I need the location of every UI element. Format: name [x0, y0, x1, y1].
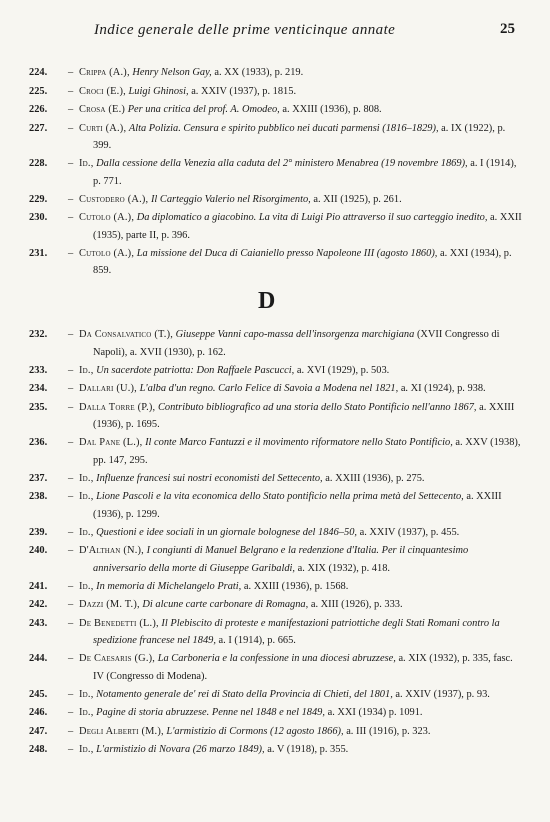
entry-text: [79, 191, 523, 209]
entry-author: Dalla Torre (P.),: [79, 401, 156, 413]
entry-text: [79, 434, 523, 469]
entry-dash: –: [68, 491, 74, 502]
entry-number: 224.: [29, 67, 48, 78]
entry-citation: a. IX (1922), p. 399.: [93, 122, 506, 152]
entry-number: 226.: [29, 104, 48, 115]
entry-title: Luigi Ghinosi,: [128, 85, 189, 97]
index-entry: [29, 191, 523, 209]
entry-number: 245.: [29, 688, 48, 700]
entry-title: Un sacerdote patriotta: Don Raffaele Pascucci,: [96, 364, 295, 376]
entry-number: 225.: [29, 85, 48, 97]
index-entry: [29, 470, 523, 488]
entry-author: Id.,: [79, 526, 94, 538]
entry-title: Pagine di storia abruzzese. Penne nel 1848 e nel 1849,: [96, 707, 325, 718]
entry-title: I congiunti di Manuel Belgrano e la redenzione d'Italia. Per il cinquantesimo anniversario della morte di Giuseppe Garibaldi,: [93, 545, 469, 574]
index-entry: [29, 155, 523, 190]
entry-title: Alta Polizia. Censura e spirito pubblico nei ducati parmensi (1816–1829),: [128, 122, 439, 134]
entry-title: Influenze francesi sui nostri economisti del Settecento,: [96, 472, 323, 484]
entry-citation: a. XII (1925), p. 261.: [313, 193, 402, 205]
entry-number: 236.: [29, 437, 48, 448]
entry-number: 243.: [29, 617, 48, 629]
index-entry: [29, 542, 523, 577]
entry-title: Questioni e idee sociali in un giornale bolognese del 1846–50,: [96, 526, 358, 538]
entry-dash: –: [68, 364, 74, 376]
entry-number: 239.: [29, 526, 48, 538]
entry-dash: –: [68, 193, 74, 205]
entry-dash: –: [68, 437, 74, 448]
entry-dash: –: [68, 104, 74, 115]
entry-number: 228.: [29, 158, 48, 169]
entry-author: Custodero (A.),: [79, 193, 149, 205]
entry-title: La Carboneria e la confessione in una diocesi abruzzese,: [157, 653, 396, 664]
entry-dash: –: [68, 688, 74, 700]
index-entry: [29, 399, 523, 434]
entry-number: 246.: [29, 707, 48, 718]
entry-text: [79, 723, 523, 741]
entry-text: [79, 596, 523, 614]
entry-author: Croci (E.),: [79, 85, 126, 97]
entry-dash: –: [68, 85, 74, 97]
entry-dash: –: [68, 545, 74, 556]
entry-text: [79, 209, 523, 244]
entry-number: 232.: [29, 329, 48, 340]
entry-citation: a. XXIII (1936), p. 1695.: [93, 401, 515, 431]
entry-number: 235.: [29, 401, 48, 413]
entry-text: [79, 101, 523, 119]
entry-author: Id.,: [79, 158, 94, 169]
entry-author: Dallari (U.),: [79, 383, 137, 394]
entry-dash: –: [68, 247, 74, 259]
entry-citation: a. XXII (1935), parte II, p. 396.: [93, 212, 522, 241]
entry-author: Degli Alberti (M.),: [79, 725, 164, 737]
index-entry: [29, 64, 523, 82]
entry-author: Da Consalvatico (T.),: [79, 329, 174, 340]
entry-citation: a. XXIII (1936), p. 275.: [325, 472, 425, 484]
index-entry: [29, 704, 523, 722]
entry-text: [79, 704, 523, 722]
entry-title: La missione del Duca di Caianiello presso Napoleone III (agosto 1860),: [136, 247, 438, 259]
entry-number: 247.: [29, 725, 48, 737]
entry-citation: a. XXIV (1937), p. 1815.: [191, 85, 297, 97]
entry-dash: –: [68, 212, 74, 223]
entry-dash: –: [68, 383, 74, 394]
entry-text: [79, 542, 523, 577]
section-letter: D: [258, 288, 276, 314]
page-number: 25: [500, 21, 515, 37]
entry-author: Id.,: [79, 491, 94, 502]
entry-title: Il Carteggio Valerio nel Risorgimento,: [150, 193, 311, 205]
entry-citation: a. XXIV (1937), p. 455.: [359, 526, 460, 538]
entry-number: 231.: [29, 247, 48, 259]
entry-title: Henry Nelson Gay,: [132, 67, 212, 78]
entry-citation: a. XXIII (1936), p. 1299.: [93, 491, 502, 520]
index-entry: [29, 83, 523, 101]
entry-citation: a. XIX (1932), p. 335, fasc. IV (Congresso di Modena).: [93, 653, 513, 682]
entry-author: Cutolo (A.),: [79, 247, 135, 259]
entry-dash: –: [68, 707, 74, 718]
entry-citation: a. XXI (1934), p. 859.: [93, 247, 512, 277]
index-entry: [29, 245, 523, 280]
entry-dash: –: [68, 472, 74, 484]
entry-author: Id.,: [79, 364, 94, 376]
index-entry: [29, 723, 523, 741]
entry-text: [79, 399, 523, 434]
entry-number: 229.: [29, 193, 48, 205]
entry-author: Id.,: [79, 472, 94, 484]
entry-text: [79, 488, 523, 523]
entry-title: In memoria di Michelangelo Prati,: [96, 580, 242, 592]
entry-text: [79, 120, 523, 155]
entry-number: 238.: [29, 491, 48, 502]
entry-author: Dazzi (M. T.),: [79, 599, 140, 610]
index-entry: [29, 362, 523, 380]
entry-dash: –: [68, 401, 74, 413]
entry-number: 237.: [29, 472, 48, 484]
entry-title: Dalla cessione della Venezia alla caduta del 2° ministero Menabrea (19 novembre 1869),: [96, 158, 468, 169]
entry-title: L'armistizio di Novara (26 marzo 1849),: [96, 744, 265, 755]
entry-citation: a. I (1914), p. 665.: [218, 635, 296, 647]
entry-citation: a. XX (1933), p. 219.: [214, 67, 304, 78]
entry-title: Giuseppe Vanni capo-massa dell'insorgenza marchigiana: [175, 329, 415, 340]
entry-author: Crosa (E.): [79, 104, 126, 115]
entry-citation: a. XXIII (1936), p. 808.: [282, 104, 382, 115]
entry-number: 242.: [29, 599, 48, 610]
entry-dash: –: [68, 580, 74, 592]
entry-text: [79, 64, 523, 82]
entry-dash: –: [68, 158, 74, 169]
page-header: [30, 22, 520, 42]
entry-dash: –: [68, 526, 74, 538]
entry-title: L'armistizio di Cormons (12 agosto 1866),: [166, 725, 344, 737]
entry-title: Di alcune carte carbonare di Romagna,: [142, 599, 309, 610]
entry-citation: a. XIX (1932), p. 418.: [297, 562, 390, 574]
index-entry: [29, 488, 523, 523]
entry-citation: a. XIII (1926), p. 333.: [310, 599, 403, 610]
entry-dash: –: [68, 122, 74, 134]
entry-author: Id.,: [79, 580, 94, 592]
index-entry: [29, 741, 523, 759]
entry-author: Cutolo (A.),: [79, 212, 135, 223]
entry-author: Id.,: [79, 707, 94, 718]
entry-citation: a. V (1918), p. 355.: [267, 744, 349, 755]
entry-author: Dal Pane (L.),: [79, 437, 143, 448]
index-entry: [29, 209, 523, 244]
entry-citation: a. XI (1924), p. 938.: [400, 383, 486, 394]
entry-author: D'Althan (N.),: [79, 545, 144, 556]
entry-title: Contributo bibliografico ad una storia dello Stato Pontificio nell'anno 1867,: [157, 401, 477, 413]
running-title: Indice generale delle prime venticinque annate: [94, 22, 396, 38]
index-entry: [29, 650, 523, 685]
entry-dash: –: [68, 744, 74, 755]
index-entry: [29, 434, 523, 469]
entry-number: 241.: [29, 580, 48, 592]
entry-dash: –: [68, 329, 74, 340]
entry-dash: –: [68, 653, 74, 664]
index-entry: [29, 578, 523, 596]
entry-text: [79, 83, 523, 101]
entry-number: 233.: [29, 364, 48, 376]
entry-number: 227.: [29, 122, 48, 134]
index-entry: [29, 326, 523, 361]
entry-citation: a. XXV (1938), pp. 147, 295.: [93, 437, 521, 466]
index-entry: [29, 524, 523, 542]
index-entry: [29, 120, 523, 155]
entry-number: 240.: [29, 545, 48, 556]
entry-text: [79, 362, 523, 380]
entry-dash: –: [68, 599, 74, 610]
entry-text: [79, 470, 523, 488]
entry-text: [79, 524, 523, 542]
index-entry: [29, 101, 523, 119]
entry-text: [79, 578, 523, 596]
entry-citation: a. XXIV (1937), p. 93.: [395, 688, 490, 700]
index-entry: [29, 380, 523, 398]
entry-citation: a. XXI (1934) p. 1091.: [327, 707, 423, 718]
entry-citation: (XVII Congresso di Napoli), a. XVII (1930), p. 162.: [93, 329, 500, 358]
entry-dash: –: [68, 617, 74, 629]
entry-text: [79, 380, 523, 398]
index-entry: [29, 615, 523, 650]
entry-citation: a. XVI (1929), p. 503.: [296, 364, 390, 376]
entry-author: Id.,: [79, 744, 94, 755]
entry-citation: a. I (1914), p. 771.: [93, 158, 517, 187]
entry-number: 234.: [29, 383, 48, 394]
entry-text: [79, 326, 523, 361]
entry-title: Da diplomatico a giacobino. La vita di Luigi Pio attraverso il suo carteggio inedito,: [136, 212, 488, 223]
entry-citation: a. III (1916), p. 323.: [346, 725, 431, 737]
entry-title: Notamento generale de' rei di Stato della Provincia di Chieti, del 1801,: [96, 688, 393, 700]
entry-title: Lione Pascoli e la vita economica dello Stato pontificio nella prima metà del Settecento,: [96, 491, 464, 502]
entry-text: [79, 155, 523, 190]
entry-text: [79, 741, 523, 759]
entry-title: L'alba d'un regno. Carlo Felice di Savoia a Modena nel 1821,: [139, 383, 399, 394]
entry-author: Curti (A.),: [79, 122, 127, 134]
entry-title: Per una critica del prof. A. Omodeo,: [127, 104, 280, 115]
index-entry: [29, 596, 523, 614]
entry-author: De Caesaris (G.),: [79, 653, 156, 664]
entry-number: 244.: [29, 653, 48, 664]
entry-citation: a. XXIII (1936), p. 1568.: [243, 580, 349, 592]
entry-title: Il conte Marco Fantuzzi e il movimento riformatore nello Stato Pontificio,: [145, 437, 453, 448]
entry-text: [79, 245, 523, 280]
entry-author: Crippa (A.),: [79, 67, 130, 78]
entry-text: [79, 650, 523, 685]
entry-number: 230.: [29, 212, 48, 223]
entry-dash: –: [68, 67, 74, 78]
index-entry: [29, 686, 523, 704]
entry-number: 248.: [29, 744, 48, 755]
entry-author: Id.,: [79, 688, 94, 700]
entry-author: De Benedetti (L.),: [79, 617, 159, 629]
entry-dash: –: [68, 725, 74, 737]
entry-text: [79, 686, 523, 704]
entry-title: Il Plebiscito di proteste e manifestazioni patriottiche degli Stati Romani contro la spedizione francese nel 1849,: [93, 617, 500, 647]
entry-text: [79, 615, 523, 650]
